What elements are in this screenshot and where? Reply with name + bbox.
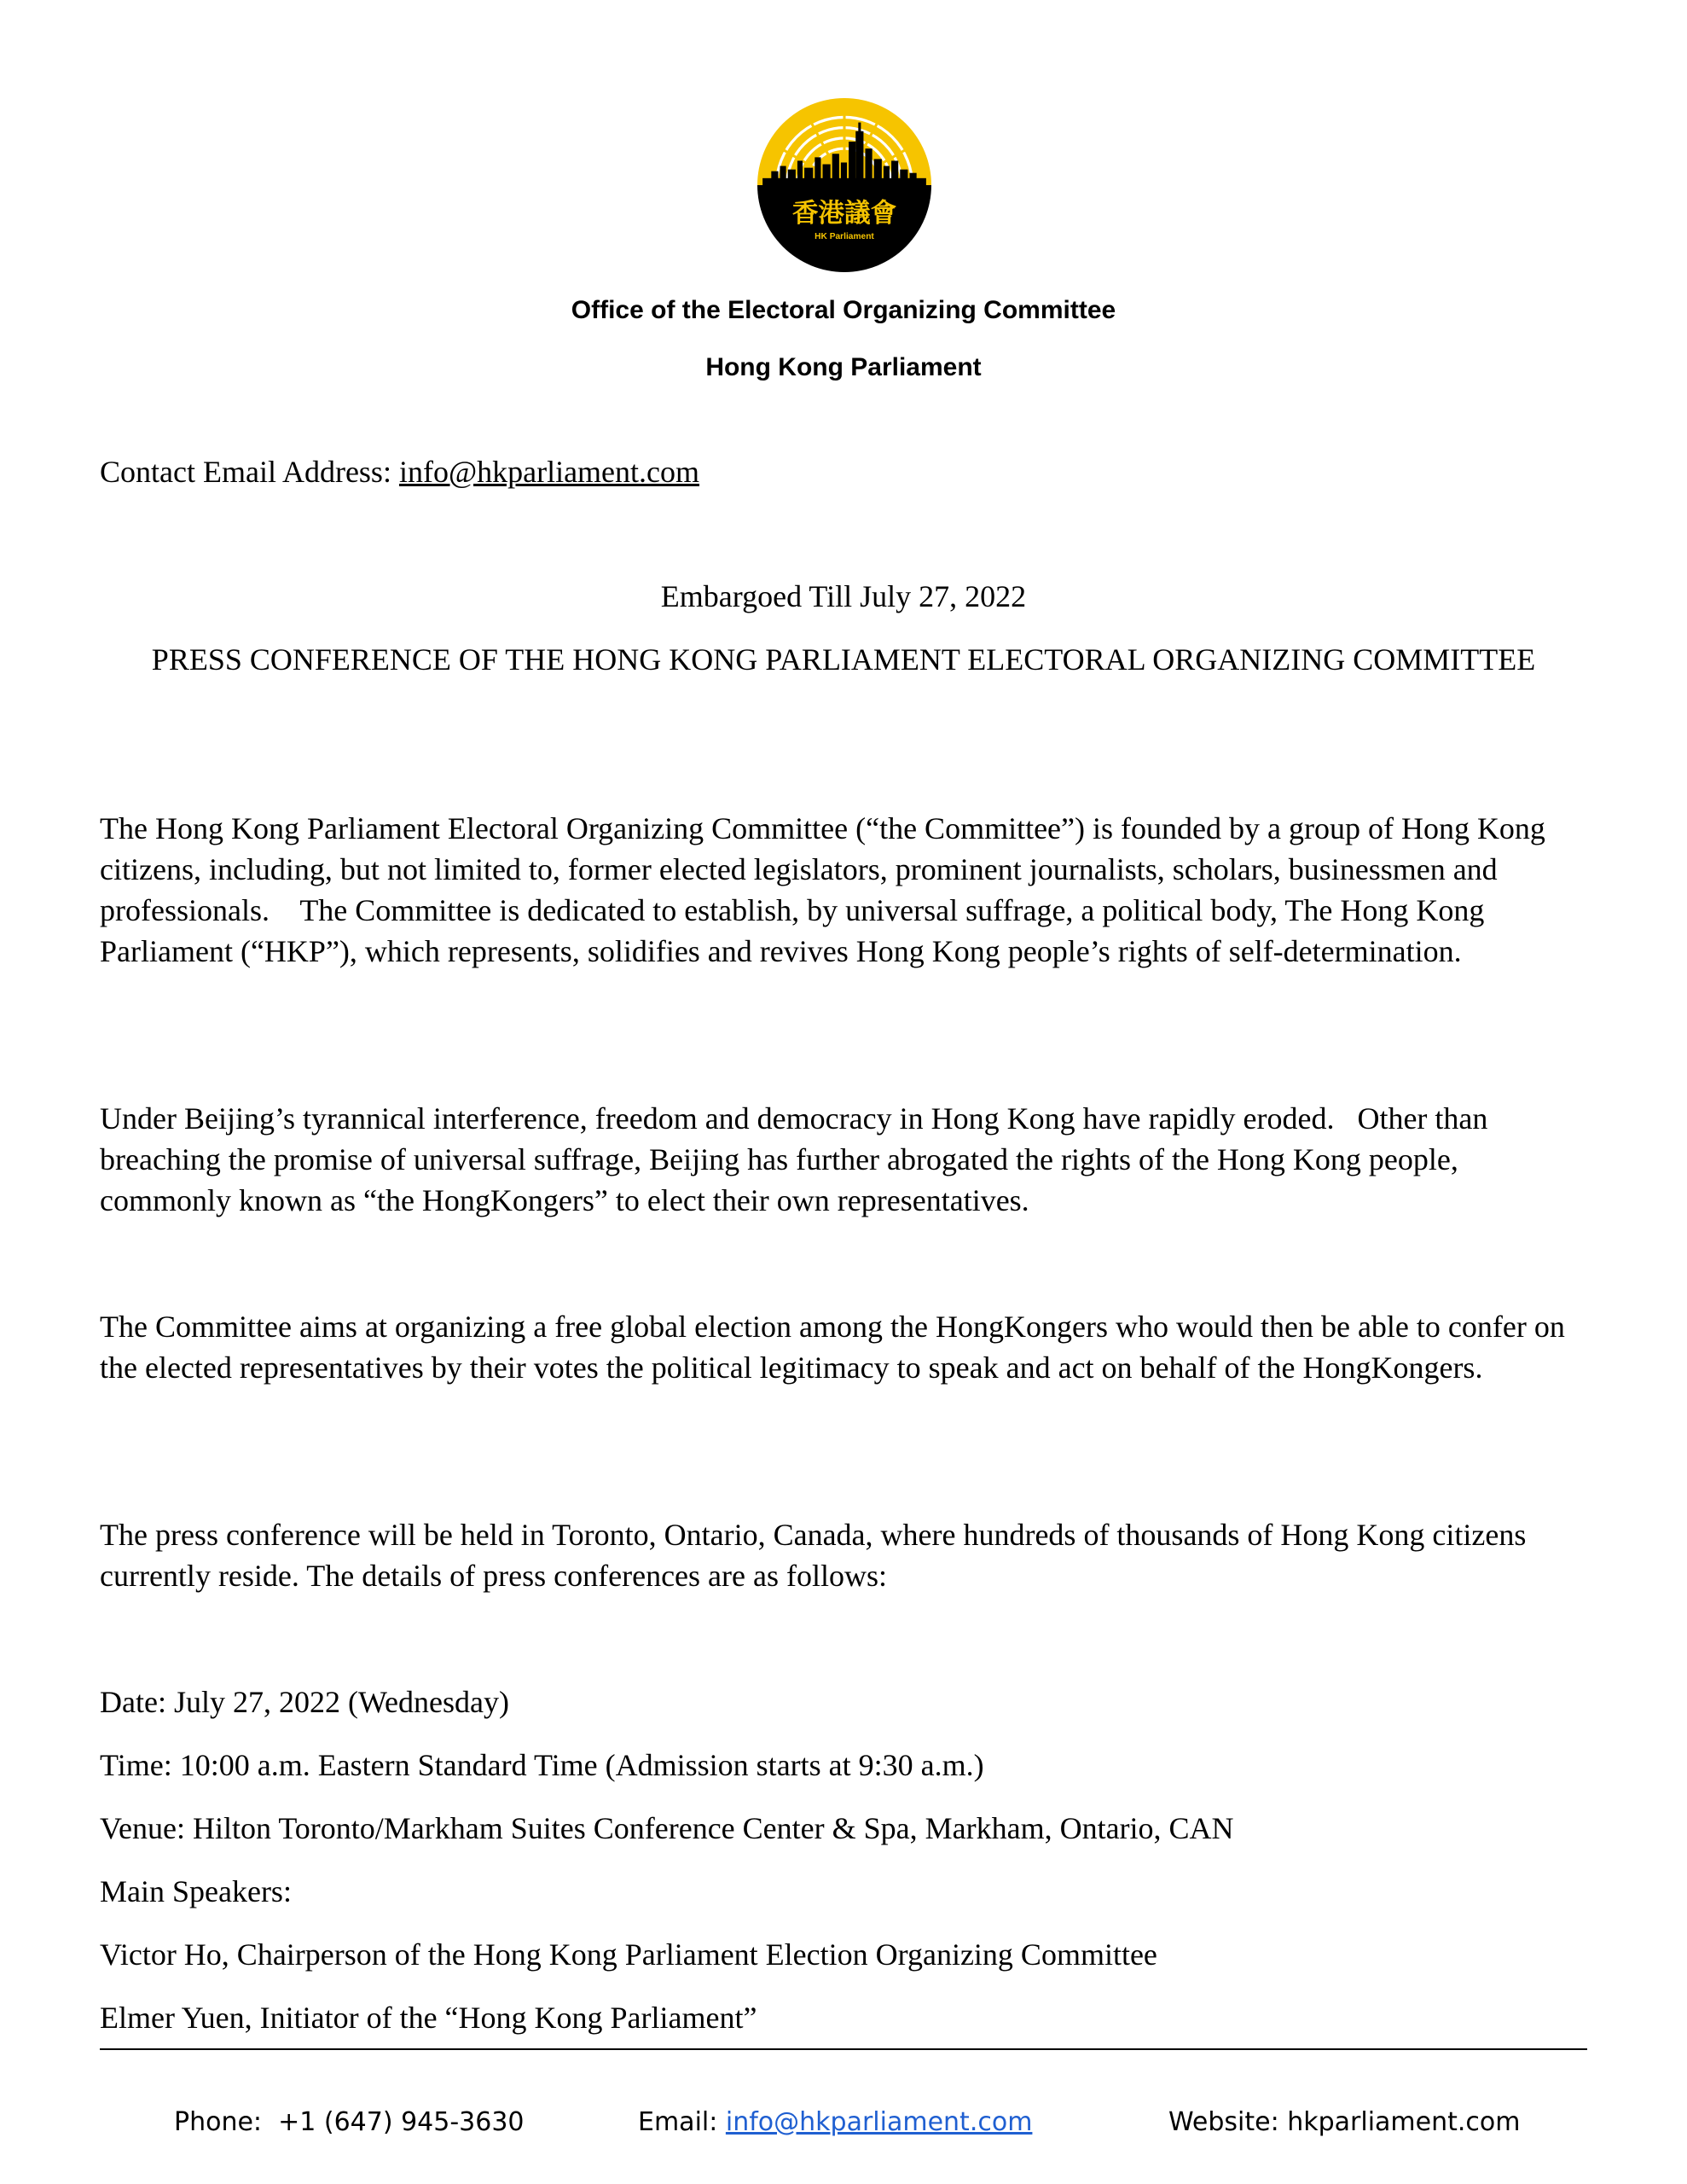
main-speakers-label: Main Speakers: [100, 1874, 292, 1908]
paragraph-venue-intro: The press conference will be held in Toronto, Ontario, Canada, where hundreds of thousands of Hong Kong citizens currently reside. The details of press conferences are as follows: [100, 1518, 1527, 1593]
contact-line [100, 451, 1587, 492]
office-heading: Office of the Electoral Organizing Committee [571, 296, 1116, 324]
logo-graphic [757, 98, 931, 272]
footer-phone: Phone: +1 (647) 945-3630 [174, 2107, 525, 2137]
speaker-item: Elmer Yuen, Initiator of the “Hong Kong Parliament” [100, 2001, 757, 2035]
press-release-title: PRESS CONFERENCE OF THE HONG KONG PARLIAMENT ELECTORAL ORGANIZING COMMITTEE [151, 642, 1536, 677]
footer-email-label: Email: [638, 2107, 726, 2137]
footer-website: Website: hkparliament.com [1168, 2107, 1521, 2137]
contact-email-link[interactable]: info@hkparliament.com [398, 455, 700, 489]
footer-email-link[interactable]: info@hkparliament.com [725, 2107, 1033, 2137]
footer-divider [100, 2048, 1587, 2050]
contact-label: Contact Email Address: [100, 455, 399, 489]
detail-venue: Venue: Hilton Toronto/Markham Suites Conference Center & Spa, Markham, Ontario, CAN [100, 1811, 1234, 1845]
embargo-notice: Embargoed Till July 27, 2022 [660, 579, 1027, 613]
hk-parliament-logo [757, 98, 931, 272]
logo-chinese-text: 香港議會 [791, 198, 897, 229]
logo-english-text: HK Parliament [815, 232, 874, 242]
footer-email [638, 2106, 1032, 2140]
detail-date: Date: July 27, 2022 (Wednesday) [100, 1685, 509, 1719]
organization-heading: Hong Kong Parliament [705, 353, 982, 381]
paragraph-interference: Under Beijing’s tyrannical interference, freedom and democracy in Hong Kong have rapidly eroded. Other than breaching the promise of universal suffrage, Beijing has further abrogated the rights of the Hong Kong people, commonly known as “the HongKongers” to elect their own representatives. [100, 1101, 1496, 1217]
detail-time: Time: 10:00 a.m. Eastern Standard Time (Admission starts at 9:30 a.m.) [100, 1748, 984, 1782]
speaker-item: Victor Ho, Chairperson of the Hong Kong Parliament Election Organizing Committee [100, 1937, 1157, 1972]
paragraph-committee: The Hong Kong Parliament Electoral Organizing Committee (“the Committee”) is founded by a group of Hong Kong citizens, including, but not limited to, former elected legislators, prominent journalists, scholars, businessmen and professionals. The Committee is dedicated to establish, by universal suffrage, a political body, The Hong Kong Parliament (“HKP”), which represents, solidifies and revives Hong Kong people’s rights of self-determination. [100, 811, 1553, 968]
paragraph-election-aim: The Committee aims at organizing a free global election among the HongKongers who would then be able to confer on the elected representatives by their votes the political legitimacy to speak and act on behalf of the HongKongers. [100, 1310, 1565, 1385]
